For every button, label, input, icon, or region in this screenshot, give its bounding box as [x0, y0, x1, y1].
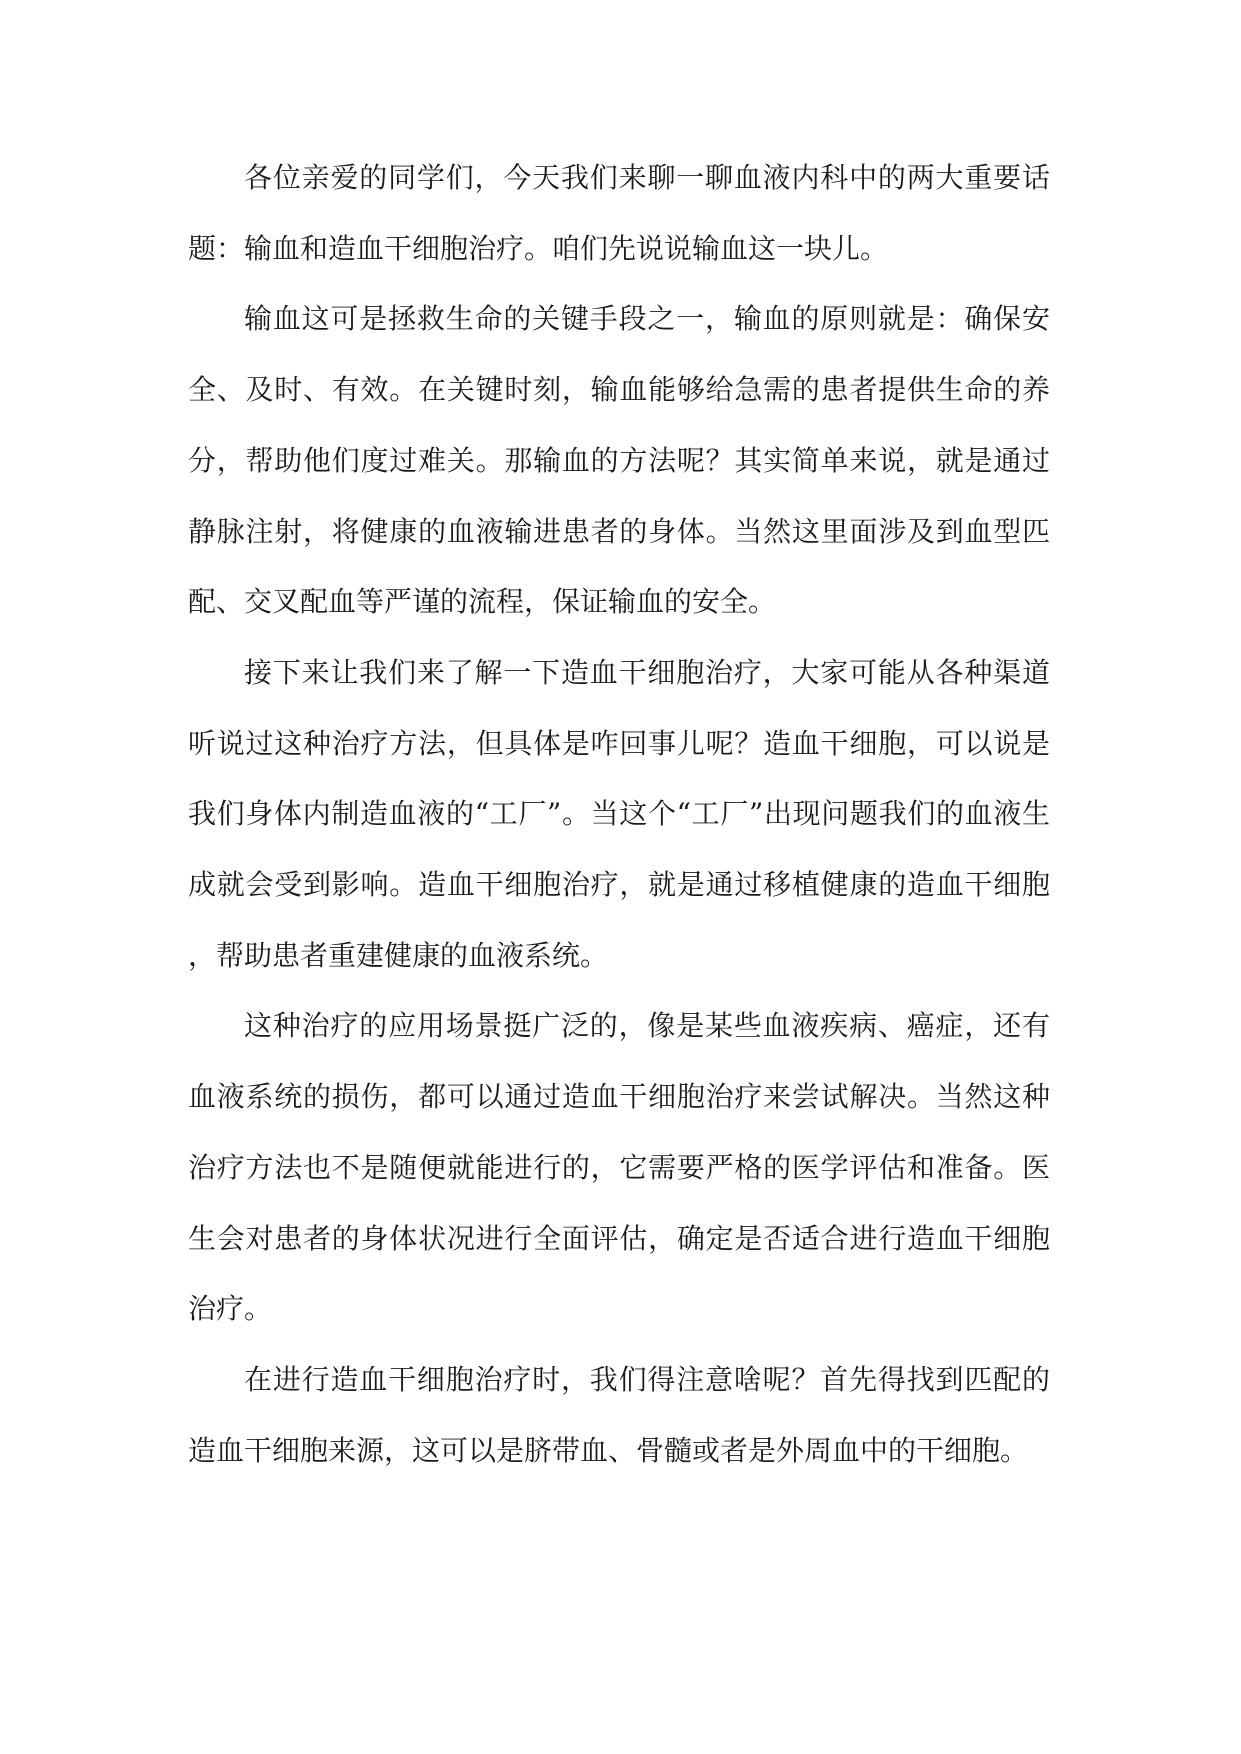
paragraph-3: 接下来让我们来了解一下造血干细胞治疗，大家可能从各种渠道听说过这种治疗方法，但具体是咋回事儿呢？造血干细胞，可以说是我们身体内制造血液的“工厂”。当这个“工厂”出现问题我们的血液生成就会受到影响。造血干细胞治疗，就是通过移植健康的造血干细胞，帮助患者重建健康的血液系统。	[188, 655, 1050, 972]
paragraph-2: 输血这可是拯救生命的关键手段之一，输血的原则就是：确保安全、及时、有效。在关键时刻，输血能够给急需的患者提供生命的养分，帮助他们度过难关。那输血的方法呢？其实简单来说，就是通过静脉注射，将健康的血液输进患者的身体。当然这里面涉及到血型匹配、交叉配血等严谨的流程，保证输血的安全。	[188, 302, 1050, 619]
paragraph-1: 各位亲爱的同学们，今天我们来聊一聊血液内科中的两大重要话题：输血和造血干细胞治疗。咱们先说说输血这一块儿。	[188, 161, 1050, 265]
paragraph-5: 在进行造血干细胞治疗时，我们得注意啥呢？首先得找到匹配的造血干细胞来源，这可以是脐带血、骨髓或者是外周血中的干细胞。	[188, 1362, 1050, 1467]
paragraph-4: 这种治疗的应用场景挺广泛的，像是某些血液疾病、癌症，还有血液系统的损伤，都可以通过造血干细胞治疗来尝试解决。当然这种治疗方法也不是随便就能进行的，它需要严格的医学评估和准备。医生会对患者的身体状况进行全面评估，确定是否适合进行造血干细胞治疗。	[188, 1009, 1050, 1326]
document-body	[188, 143, 1050, 1486]
